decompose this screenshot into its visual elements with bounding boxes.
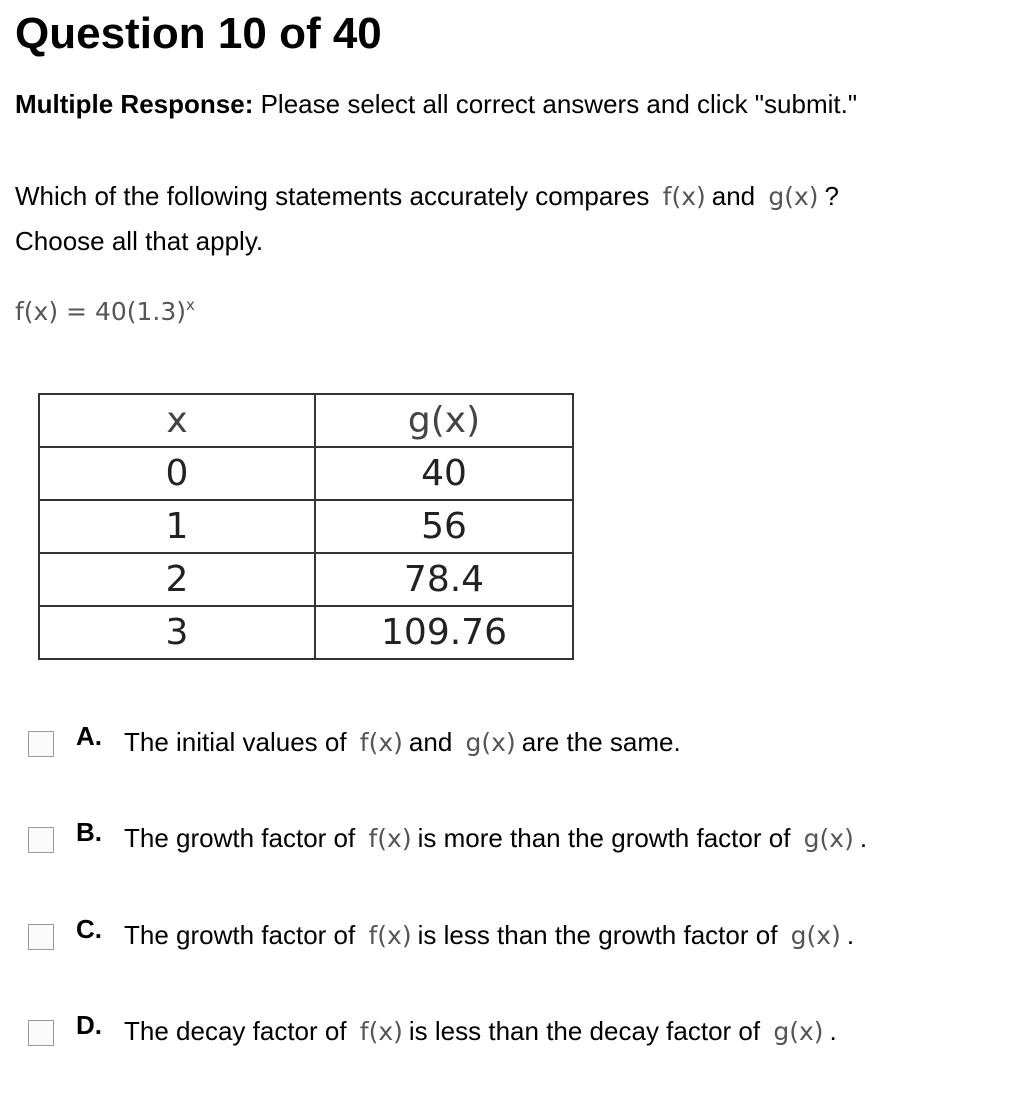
option-text-post: are the same. <box>521 727 681 757</box>
option-c-checkbox[interactable] <box>28 924 54 950</box>
table-cell-x: 0 <box>39 447 315 500</box>
question-prompt <box>15 174 839 263</box>
option-a-text[interactable] <box>124 722 681 763</box>
question-mark: ? <box>824 181 840 211</box>
instructions-text: Please select all correct answers and click "submit." <box>260 89 858 119</box>
option-text-mid: is less than the growth factor of <box>417 920 778 950</box>
table-header-row <box>39 394 573 447</box>
g-values-table <box>38 393 574 660</box>
option-b-letter: B. <box>76 817 102 847</box>
table-cell-g: 56 <box>315 500 573 553</box>
function-g: g(x) <box>768 182 819 211</box>
instructions-label: Multiple Response: <box>15 89 254 119</box>
option-text-mid: and <box>408 727 453 757</box>
option-d-checkbox[interactable] <box>28 1020 54 1046</box>
question-and: and <box>711 181 756 211</box>
function-f: f(x) <box>662 182 706 211</box>
function-f: f(x) <box>359 1017 403 1046</box>
table-header-x: x <box>39 394 315 447</box>
table-cell-x: 2 <box>39 553 315 606</box>
option-text-pre: The growth factor of <box>124 823 356 853</box>
f-formula <box>15 296 195 326</box>
option-text-mid: is more than the growth factor of <box>417 823 791 853</box>
formula-text: f(x) = 40(1.3) <box>15 297 187 326</box>
option-a-checkbox[interactable] <box>28 731 54 757</box>
option-text-pre: The growth factor of <box>124 920 356 950</box>
table-cell-x: 3 <box>39 606 315 659</box>
function-f: f(x) <box>368 824 412 853</box>
option-c-letter: C. <box>76 914 102 944</box>
option-b-checkbox[interactable] <box>28 827 54 853</box>
table-cell-g: 78.4 <box>315 553 573 606</box>
option-d-letter: D. <box>76 1010 102 1040</box>
function-g: g(x) <box>790 921 841 950</box>
function-f: f(x) <box>368 921 412 950</box>
function-f: f(x) <box>359 728 403 757</box>
table-cell-g: 40 <box>315 447 573 500</box>
option-text-mid: is less than the decay factor of <box>408 1016 761 1046</box>
option-b-text[interactable] <box>124 818 867 859</box>
option-d-text[interactable] <box>124 1011 837 1052</box>
option-text-pre: The initial values of <box>124 727 347 757</box>
instructions <box>15 88 857 120</box>
option-a-letter: A. <box>76 721 102 751</box>
table-row <box>39 447 573 500</box>
function-g: g(x) <box>465 728 516 757</box>
question-line-2: Choose all that apply. <box>15 226 264 256</box>
option-c-text[interactable] <box>124 915 854 956</box>
table-row <box>39 606 573 659</box>
table-row <box>39 500 573 553</box>
table-cell-g: 109.76 <box>315 606 573 659</box>
option-text-post: . <box>859 823 868 853</box>
question-line-1 <box>15 174 839 219</box>
table-cell-x: 1 <box>39 500 315 553</box>
option-text-pre: The decay factor of <box>124 1016 347 1046</box>
function-g: g(x) <box>773 1017 824 1046</box>
table-row <box>39 553 573 606</box>
option-text-post: . <box>846 920 855 950</box>
question-title: Question 10 of 40 <box>15 9 382 58</box>
formula-exponent: x <box>186 296 195 314</box>
option-text-post: . <box>829 1016 837 1046</box>
function-g: g(x) <box>803 824 854 853</box>
table-header-g: g(x) <box>315 394 573 447</box>
question-text: Which of the following statements accurately compares <box>15 181 650 211</box>
